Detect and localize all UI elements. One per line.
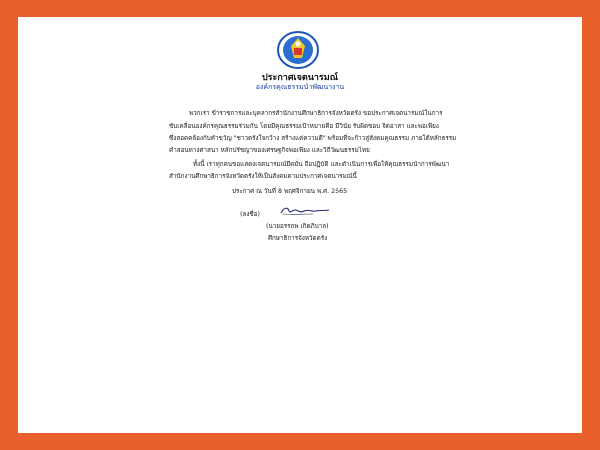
paragraph1-line: พวกเรา ข้าราชการและบุคลากรสำนักงานศึกษาธิการจังหวัดตรัง ขอประกาศเจตนารมณ์ในการ <box>189 110 443 117</box>
paragraph1-line: คำสอนทางศาสนา หลักปรัชญาของเศรษฐกิจพอเพียง และวิถีวัฒนธรรมไทย <box>169 147 370 154</box>
signed-label: (ลงชื่อ) <box>240 211 260 218</box>
handwritten-signature <box>279 206 331 216</box>
paragraph1-line: ซึ่งสอดคล้องกับคำขวัญ "ชาวตรังใจกว้าง สร้างแต่ความดี" พร้อมที่จะก้าวสู่สังคมคุณธรรม ภายใต้หลักธรรม <box>169 135 457 142</box>
thai-government-seal-icon <box>274 30 322 70</box>
signatory-position: ศึกษาธิการจังหวัดตรัง <box>268 235 328 242</box>
paragraph1-line: ขับเคลื่อนองค์กรคุณธรรมร่วมกัน โดยมีคุณธรรมเป้าหมายคือ มีวินัย รับผิดชอบ จิตอาสา และพอเพียง <box>169 123 439 130</box>
signatory-name: (นายอรรถพ เกิดภิบาล) <box>266 223 329 230</box>
paragraph2-line: ทั้งนี้ เราทุกคนขอแสดงเจตนารมณ์ยึดมั่น ถือปฏิบัติ และดำเนินการเพื่อให้คุณธรรมนำการพัฒนา <box>193 161 450 168</box>
paragraph2-line: สำนักงานศึกษาธิการจังหวัดตรังให้เป็นสังคมตามประกาศเจตนารมณ์นี้ <box>169 173 357 180</box>
declaration-date: ประกาศ ณ วันที่ 8 พฤศจิกายน พ.ศ. 2565 <box>232 188 348 195</box>
document-title: ประกาศเจตนารมณ์ <box>261 73 339 83</box>
document-subtitle: องค์กรคุณธรรมนำพัฒนางาน <box>255 83 345 91</box>
